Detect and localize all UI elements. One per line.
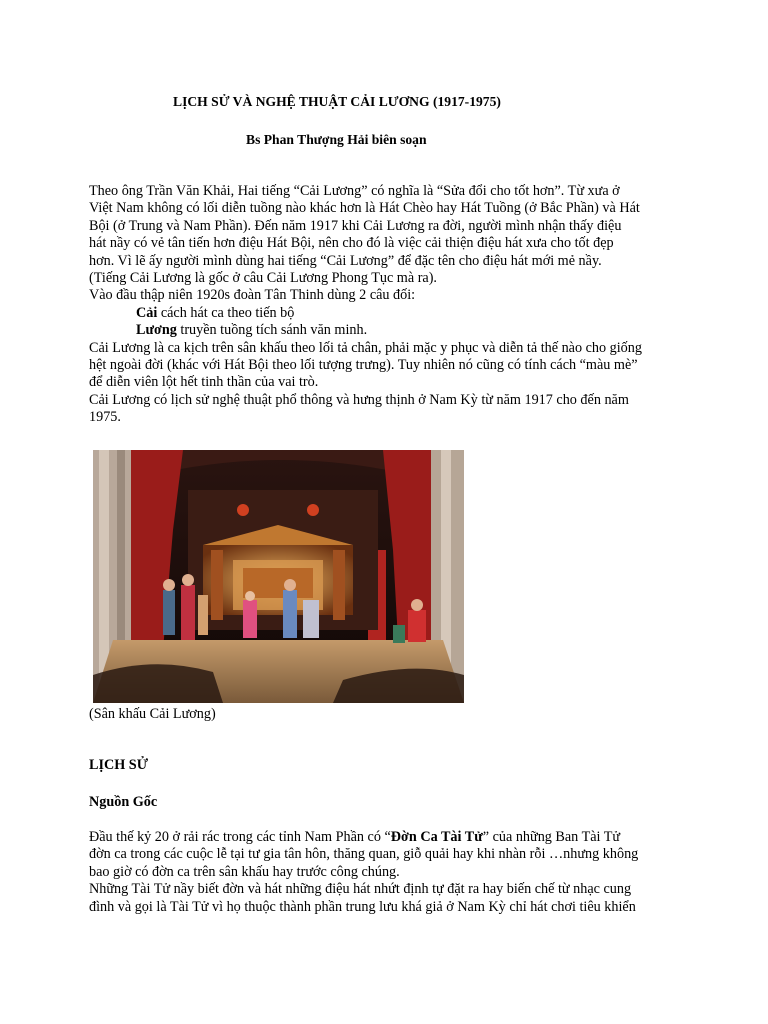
- section-heading-history: LỊCH SỬ: [89, 757, 148, 773]
- couplet-word: Cải: [136, 304, 158, 321]
- intro-line: để diễn viên lột hết tinh thần của vai trò.: [89, 374, 319, 391]
- intro-line: Cải Lương có lịch sử nghệ thuật phổ thông và hưng thịnh ở Nam Kỳ từ năm 1917 cho đến năm: [89, 391, 629, 408]
- intro-line: Bội (ở Trung và Nam Phần). Đến năm 1917 khi Cải Lương ra đời, người mình nhận thấy điệu: [89, 217, 622, 234]
- origin-line: [89, 829, 689, 846]
- intro-line: (Tiếng Cải Lương là gốc ở câu Cải Lương Phong Tục mà ra).: [89, 269, 437, 286]
- origin-line: đình và gọi là Tài Tử vì họ thuộc thành phần trung lưu khá giả ở Nam Kỳ chỉ hát chơi tiêu khiển: [89, 898, 636, 915]
- origin-text: Đầu thế kỷ 20 ở rải rác trong các tỉnh Nam Phần có “: [89, 829, 391, 845]
- intro-line: Theo ông Trần Văn Khải, Hai tiếng “Cải Lương” có nghĩa là “Sửa đổi cho tốt hơn”. Từ xưa ở: [89, 183, 620, 199]
- intro-line: hát nầy có vẻ tân tiến hơn điệu Hát Bội, nên cho đó là việc cải thiện điệu hát xưa cho tốt đẹp: [89, 235, 614, 252]
- stage-illustration: [93, 450, 464, 703]
- intro-line: hơn. Vì lẽ ấy người mình dùng hai tiếng “Cải Lương” để đặc tên cho điệu hát mới mẻ nầy.: [89, 252, 602, 269]
- couplet-text: truyền tuồng tích sánh văn minh.: [176, 322, 368, 339]
- origin-line: Những Tài Tử nầy biết đờn và hát những điệu hát nhứt định tự đặt ra hay biến chế từ nhạc cung: [89, 881, 632, 898]
- origin-paragraph: [89, 829, 689, 916]
- couplet-word: Lương: [136, 322, 177, 339]
- intro-line: hệt ngoài đời (khác với Hát Bội theo lối tượng trưng). Tuy nhiên nó cũng có tính cách “màu mè”: [89, 356, 638, 373]
- couplet-text: cách hát ca theo tiến bộ: [157, 304, 295, 321]
- couplet-line-cai: [89, 305, 689, 322]
- subsection-heading-origin: Nguồn Gốc: [89, 794, 158, 810]
- document-author: Bs Phan Thượng Hải biên soạn: [246, 132, 427, 147]
- couplet-line-luong: [89, 322, 689, 339]
- document-title: LỊCH SỬ VÀ NGHỆ THUẬT CẢI LƯƠNG (1917-1975): [173, 94, 501, 109]
- stage-photo: [93, 450, 464, 703]
- intro-line: Vào đầu thập niên 1920s đoàn Tân Thinh dùng 2 câu đối:: [89, 287, 416, 304]
- intro-line: 1975.: [89, 409, 121, 426]
- origin-line: đờn ca trong các cuộc lễ tại tư gia tân hôn, thăng quan, giỗ quải hay khi nhàn rỗi …nhưng không: [89, 846, 639, 863]
- photo-caption: (Sân khấu Cải Lương): [89, 706, 216, 722]
- intro-line: Cải Lương là ca kịch trên sân khấu theo lối tả chân, phải mặc y phục và diễn tả thế nào cho giống: [89, 339, 642, 356]
- origin-bold-term: Đờn Ca Tài Tử: [390, 829, 483, 845]
- intro-line: Việt Nam không có lối diễn tuồng nào khác hơn là Hát Chèo hay Hát Tuồng (ở Bắc Phần) và Hát: [89, 200, 640, 217]
- origin-line: bao giờ có đờn ca trên sân khấu hay trước công chúng.: [89, 863, 400, 880]
- origin-text: ” của những Ban Tài Tử: [482, 829, 621, 845]
- intro-paragraph: [89, 183, 689, 426]
